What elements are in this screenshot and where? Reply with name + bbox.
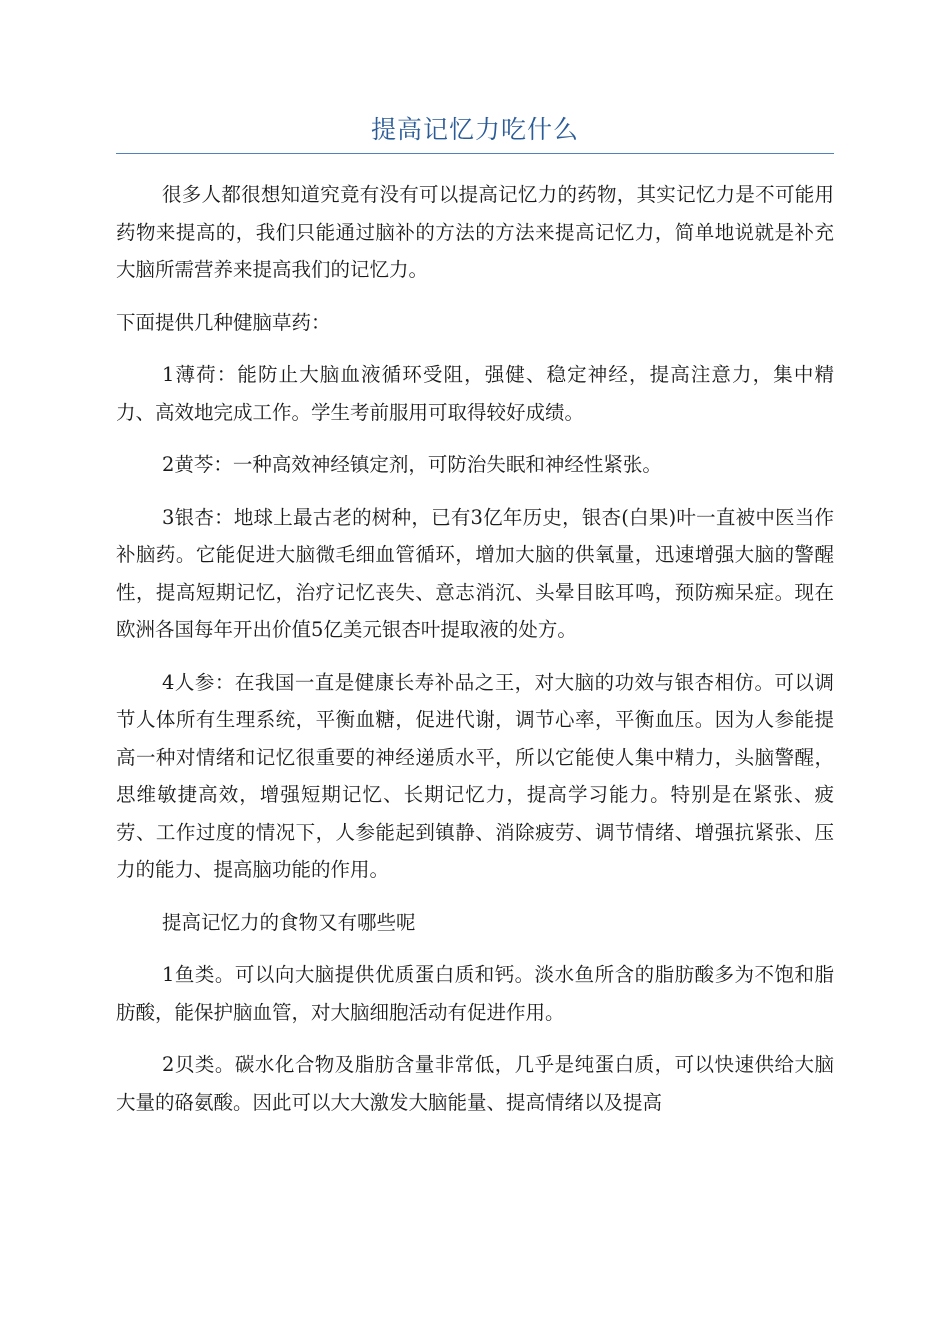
title-underline	[116, 153, 834, 154]
paragraph-herb-mint: 1薄荷：能防止大脑血液循环受阻，强健、稳定神经，提高注意力，集中精力、高效地完成工作。学生考前服用可取得较好成绩。	[116, 363, 834, 424]
paragraph-herbs-heading: 下面提供几种健脑草药：	[116, 310, 331, 334]
paragraph-herb-ginkgo: 3银杏：地球上最古老的树种，已有3亿年历史，银杏(白果)叶一直被中医当作补脑药。它能促进大脑微毛细血管循环，增加大脑的供氧量，迅速增强大脑的警醒性，提高短期记忆，治疗记忆丧失、意志消沉、头晕目眩耳鸣，预防痴呆症。现在欧洲各国每年开出价值5亿美元银杏叶提取液的处方。	[116, 505, 834, 641]
paragraph-food-fish: 1鱼类。可以向大脑提供优质蛋白质和钙。淡水鱼所含的脂肪酸多为不饱和脂肪酸，能保护脑血管，对大脑细胞活动有促进作用。	[116, 963, 834, 1024]
paragraph-foods-heading: 提高记忆力的食物又有哪些呢	[162, 910, 416, 934]
document-title: 提高记忆力吃什么	[370, 115, 579, 144]
document-body	[116, 176, 834, 1136]
paragraph-herb-scutellaria: 2黄芩：一种高效神经镇定剂，可防治失眠和神经性紧张。	[162, 453, 662, 476]
paragraph-intro: 很多人都很想知道究竟有没有可以提高记忆力的药物，其实记忆力是不可能用药物来提高的，我们只能通过脑补的方法的方法来提高记忆力，简单地说就是补充大脑所需营养来提高我们的记忆力。	[116, 183, 834, 281]
paragraph-food-shellfish: 2贝类。碳水化合物及脂肪含量非常低，几乎是纯蛋白质，可以快速供给大脑大量的硌氨酸。因此可以大大激发大脑能量、提高情绪以及提高	[116, 1053, 834, 1114]
paragraph-herb-ginseng: 4人参：在我国一直是健康长寿补品之王，对大脑的功效与银杏相仿。可以调节人体所有生理系统，平衡血糖，促进代谢，调节心率，平衡血压。因为人参能提高一种对情绪和记忆很重要的神经递质水平，所以它能使人集中精力，头脑警醒，思维敏捷高效，增强短期记忆、长期记忆力，提高学习能力。特别是在紧张、疲劳、工作过度的情况下，人参能起到镇静、消除疲劳、调节情绪、增强抗紧张、压力的能力、提高脑功能的作用。	[116, 670, 834, 881]
